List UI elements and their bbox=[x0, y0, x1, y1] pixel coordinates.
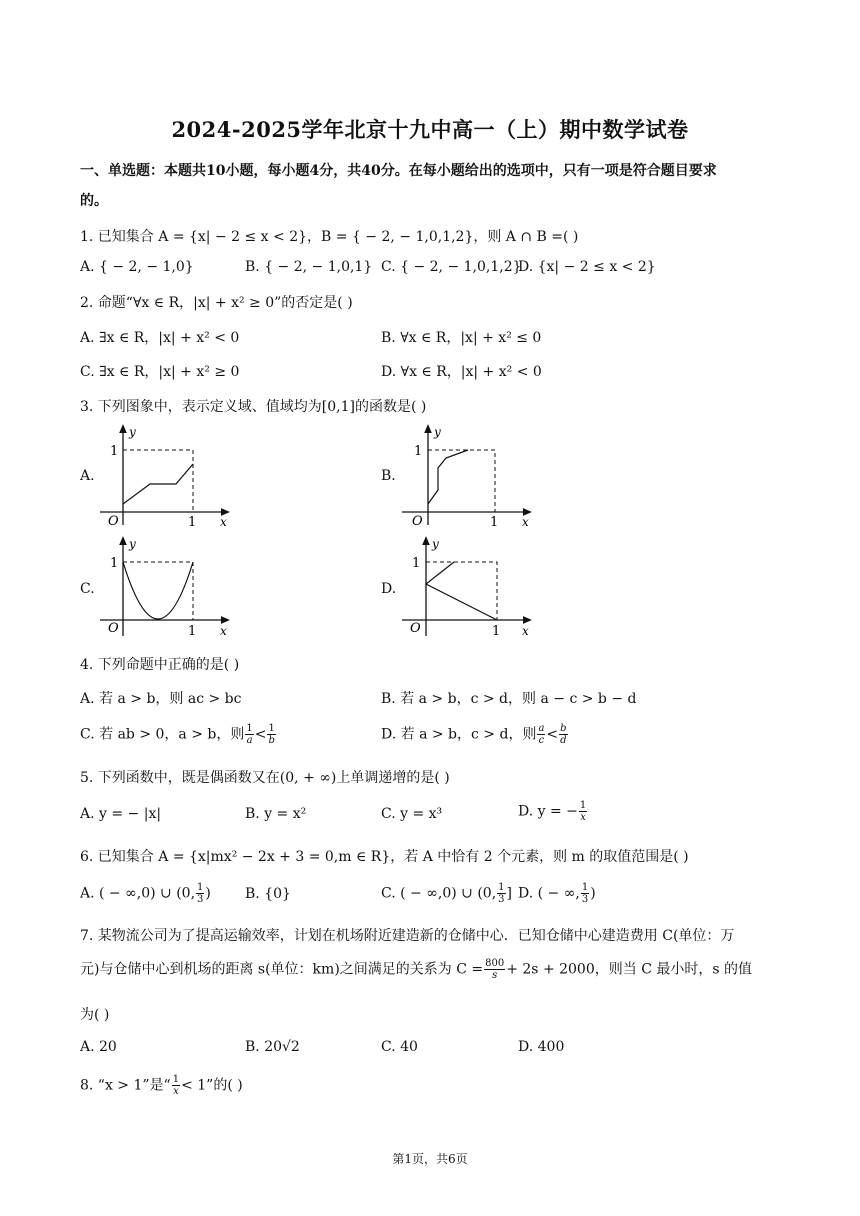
graph-b bbox=[400, 422, 540, 527]
x-axis-label: x bbox=[522, 624, 529, 638]
question-7-option-b: B. 20√2 bbox=[245, 1039, 300, 1055]
origin-label: O bbox=[412, 514, 423, 527]
question-5-stem: 5. 下列函数中，既是偶函数又在(0, + ∞)上单调递增的是( ) bbox=[80, 770, 450, 786]
function-curve bbox=[426, 562, 497, 620]
question-3-stem: 3. 下列图象中，表示定义域、值域均为[0,1]的函数是( ) bbox=[80, 399, 427, 415]
y-axis-label: y bbox=[129, 425, 136, 439]
question-3-label-b: B. bbox=[381, 468, 396, 484]
question-4-option-a: A. 若 a > b，则 ac > bc bbox=[80, 691, 242, 707]
question-4-stem: 4. 下列命题中正确的是( ) bbox=[80, 657, 240, 673]
section-heading-cont: 的。 bbox=[80, 193, 108, 209]
function-curve bbox=[428, 450, 468, 504]
origin-label: O bbox=[410, 621, 421, 636]
y-axis-label: y bbox=[432, 537, 439, 551]
page-title: 2024-2025学年北京十九中高一（上）期中数学试卷 bbox=[171, 117, 689, 142]
question-7-option-c: C. 40 bbox=[381, 1039, 418, 1055]
graph-a bbox=[98, 422, 238, 527]
x-tick-one: 1 bbox=[492, 624, 501, 639]
question-1-option-b: B. { − 2, − 1,0,1} bbox=[245, 259, 373, 275]
section-heading: 一、单选题：本题共10小题，每小题4分，共40分。在每小题给出的选项中，只有一项是符合题目要求 bbox=[80, 163, 717, 179]
bound-box bbox=[426, 562, 497, 620]
question-2-option-a: A. ∃x ∈ R，|x| + x² < 0 bbox=[80, 330, 240, 346]
question-6-option-c: C. ( − ∞,0) ∪ (0, $\frac{1}{3}$ ] bbox=[381, 882, 512, 905]
function-curve bbox=[123, 562, 193, 619]
y-axis-label: y bbox=[129, 537, 136, 551]
question-2-option-d: D. ∀x ∈ R，|x| + x² < 0 bbox=[381, 364, 542, 380]
question-1-option-c: C. { − 2, − 1,0,1,2} bbox=[381, 259, 522, 275]
question-7-option-d: D. 400 bbox=[518, 1039, 565, 1055]
question-6-stem: 6. 已知集合 A = {x|mx² − 2x + 3 = 0,m ∈ R}，若 A 中恰有 2 个元素，则 m 的取值范围是( ) bbox=[80, 849, 689, 865]
question-8-stem: 8. “x > 1”是“ $\frac{1}{x}$ < 1”的( ) bbox=[80, 1074, 243, 1097]
question-5-option-a: A. y = − |x| bbox=[80, 806, 162, 822]
function-curve bbox=[123, 464, 193, 504]
question-3-label-a: A. bbox=[80, 468, 95, 484]
question-5-option-d: D. y = − $\frac{1}{x}$ bbox=[518, 800, 587, 823]
question-6-option-d: D. ( − ∞, $\frac{1}{3}$ ) bbox=[518, 882, 596, 905]
question-3-label-d: D. bbox=[381, 581, 397, 597]
bound-box bbox=[123, 450, 193, 512]
origin-label: O bbox=[108, 514, 119, 527]
question-7-line-2: 元)与仓储中心到机场的距离 s(单位：km)之间满足的关系为 C = $\frac{800}{s}$ + 2s + 2000，则当 C 最小时，s 的值 bbox=[80, 958, 752, 981]
question-1-stem: 1. 已知集合 A = {x| − 2 ≤ x < 2}，B = { − 2, − 1,0,1,2}，则 A ∩ B =( ) bbox=[80, 229, 579, 245]
x-axis-label: x bbox=[522, 515, 529, 527]
question-7-line-1: 7. 某物流公司为了提高运输效率，计划在机场附近建造新的仓储中心．已知仓储中心建造费用 C(单位：万 bbox=[80, 928, 735, 944]
graph-d bbox=[400, 534, 540, 639]
question-6-option-b: B. {0} bbox=[245, 886, 291, 902]
x-tick-one: 1 bbox=[490, 515, 499, 527]
question-5-option-b: B. y = x² bbox=[245, 806, 307, 822]
page-footer: 第1页，共6页 bbox=[392, 1152, 468, 1166]
x-tick-one: 1 bbox=[188, 515, 197, 527]
x-tick-one: 1 bbox=[188, 624, 197, 639]
x-axis-label: x bbox=[220, 624, 227, 638]
question-2-option-c: C. ∃x ∈ R，|x| + x² ≥ 0 bbox=[80, 364, 240, 380]
question-2-option-b: B. ∀x ∈ R，|x| + x² ≤ 0 bbox=[381, 330, 542, 346]
y-tick-one: 1 bbox=[414, 444, 423, 459]
question-4-option-d: D. 若 a > b，c > d，则 $\frac{a}{c}$ < $\frac{b}{d}$ bbox=[381, 723, 567, 746]
question-7-option-a: A. 20 bbox=[80, 1039, 117, 1055]
question-1-option-a: A. { − 2, − 1,0} bbox=[80, 259, 194, 275]
y-tick-one: 1 bbox=[110, 556, 119, 571]
x-axis-label: x bbox=[220, 515, 227, 527]
y-tick-one: 1 bbox=[412, 556, 421, 571]
y-tick-one: 1 bbox=[110, 444, 119, 459]
origin-label: O bbox=[108, 621, 119, 636]
question-7-line-3: 为( ) bbox=[80, 1007, 110, 1023]
y-axis-label: y bbox=[434, 425, 441, 439]
question-4-option-b: B. 若 a > b，c > d，则 a − c > b − d bbox=[381, 691, 637, 707]
question-5-option-c: C. y = x³ bbox=[381, 806, 443, 822]
question-1-option-d: D. {x| − 2 ≤ x < 2} bbox=[518, 259, 656, 275]
question-4-option-c: C. 若 ab > 0，a > b，则 $\frac{1}{a}$ < $\frac{1}{b}$ bbox=[80, 723, 275, 746]
question-6-option-a: A. ( − ∞,0) ∪ (0, $\frac{1}{3}$ ) bbox=[80, 882, 211, 905]
graph-c bbox=[98, 534, 238, 639]
question-2-stem: 2. 命题“∀x ∈ R，|x| + x² ≥ 0”的否定是( ) bbox=[80, 295, 353, 311]
question-3-label-c: C. bbox=[80, 581, 95, 597]
